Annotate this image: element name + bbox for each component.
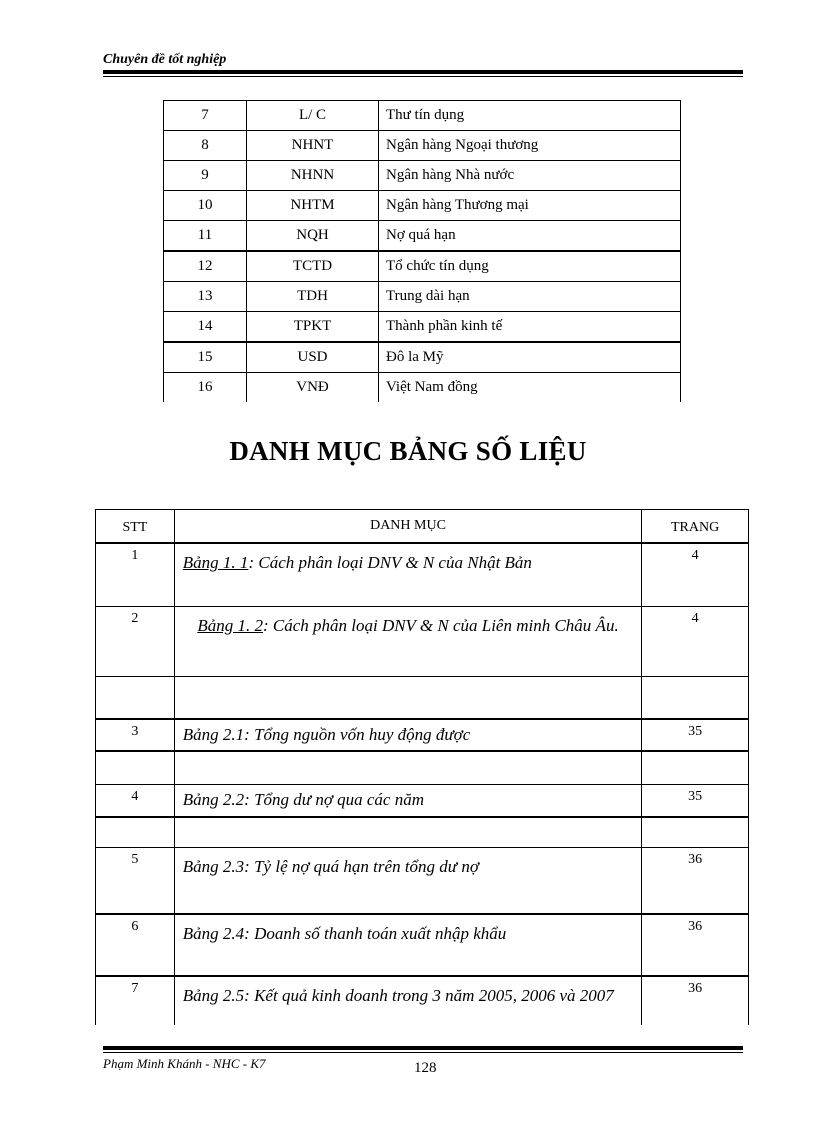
row-title: Bảng 2.3: Tỷ lệ nợ quá hạn trên tổng dư nợ bbox=[182, 856, 479, 876]
page-number: 128 bbox=[414, 1060, 437, 1076]
header-rule-thin bbox=[103, 76, 743, 77]
table-row bbox=[96, 719, 749, 751]
table-row bbox=[96, 606, 749, 676]
abbr-stt: 8 bbox=[164, 131, 247, 161]
footer-rule-thick bbox=[103, 1046, 743, 1050]
row-title-clip bbox=[175, 977, 641, 1025]
abbr-code: NQH bbox=[247, 221, 379, 252]
abbreviation-row bbox=[164, 282, 681, 312]
table-row-empty bbox=[96, 817, 749, 847]
row-stt: 6 bbox=[96, 914, 175, 976]
abbreviation-row bbox=[164, 251, 681, 282]
row-title-cell bbox=[174, 847, 641, 914]
abbreviation-row bbox=[164, 131, 681, 161]
empty-cell bbox=[96, 817, 175, 847]
row-title bbox=[175, 544, 641, 578]
abbr-code: L/ C bbox=[247, 101, 379, 131]
abbreviation-row bbox=[164, 221, 681, 252]
table-row-empty bbox=[96, 676, 749, 719]
row-page: 35 bbox=[642, 719, 749, 751]
section-title: DANH MỤC BẢNG SỐ LIỆU bbox=[229, 436, 587, 466]
abbr-stt: 14 bbox=[164, 312, 247, 343]
abbreviation-table bbox=[163, 100, 681, 402]
footer-author: Phạm Minh Khánh - NHC - K7 bbox=[103, 1056, 266, 1071]
row-page: 35 bbox=[642, 784, 749, 817]
abbr-stt: 11 bbox=[164, 221, 247, 252]
empty-cell bbox=[174, 751, 641, 784]
header-stt: STT bbox=[96, 510, 175, 544]
row-title: Bảng 2.5: Kết quả kinh doanh trong 3 năm 2005, 2006 và 2007 bbox=[182, 986, 614, 1005]
table-row bbox=[96, 914, 749, 976]
document-header-title: Chuyên đề tốt nghiệp bbox=[103, 52, 227, 67]
abbr-stt: 9 bbox=[164, 161, 247, 191]
abbr-meaning: Nợ quá hạn bbox=[379, 221, 681, 252]
row-stt: 1 bbox=[96, 543, 175, 606]
abbr-meaning: Trung dài hạn bbox=[379, 282, 681, 312]
abbr-code: TPKT bbox=[247, 312, 379, 343]
abbr-stt: 10 bbox=[164, 191, 247, 221]
abbreviation-row bbox=[164, 101, 681, 131]
row-title-cell bbox=[174, 606, 641, 676]
row-page: 36 bbox=[642, 847, 749, 914]
abbr-meaning: Ngân hàng Ngoại thương bbox=[379, 131, 681, 161]
empty-cell bbox=[96, 751, 175, 784]
header-page: TRANG bbox=[642, 510, 749, 544]
abbr-meaning: Thành phần kinh tế bbox=[379, 312, 681, 343]
abbr-code: NHTM bbox=[247, 191, 379, 221]
table-list-header bbox=[96, 510, 749, 544]
table-list bbox=[95, 509, 749, 1025]
row-title-cell bbox=[174, 543, 641, 606]
row-title-cell bbox=[174, 719, 641, 751]
row-stt: 2 bbox=[96, 606, 175, 676]
empty-cell bbox=[642, 676, 749, 719]
row-title: Bảng 2.1: Tổng nguồn vốn huy động được bbox=[182, 725, 471, 744]
empty-cell bbox=[174, 817, 641, 847]
empty-cell bbox=[642, 817, 749, 847]
row-title-cell bbox=[174, 784, 641, 817]
table-row bbox=[96, 847, 749, 914]
abbr-meaning: Ngân hàng Thương mại bbox=[379, 191, 681, 221]
row-stt: 4 bbox=[96, 784, 175, 817]
abbr-meaning: Tổ chức tín dụng bbox=[379, 251, 681, 282]
row-title-cell bbox=[174, 914, 641, 976]
abbr-meaning: Thư tín dụng bbox=[379, 101, 681, 131]
abbr-meaning: Ngân hàng Nhà nước bbox=[379, 161, 681, 191]
abbr-stt: 7 bbox=[164, 101, 247, 131]
table-row-empty bbox=[96, 751, 749, 784]
row-page: 36 bbox=[642, 976, 749, 1025]
abbr-meaning: Việt Nam đồng bbox=[379, 373, 681, 403]
row-title-text: : Cách phân loại DNV & N của Nhật Bản bbox=[248, 553, 532, 572]
empty-cell bbox=[174, 676, 641, 719]
row-ref: Bảng 1. 2 bbox=[197, 615, 263, 635]
row-stt: 3 bbox=[96, 719, 175, 751]
table-row bbox=[96, 543, 749, 606]
table-row bbox=[96, 784, 749, 817]
abbreviation-row bbox=[164, 342, 681, 373]
header-name: DANH MỤC bbox=[174, 510, 641, 544]
abbreviation-row bbox=[164, 161, 681, 191]
abbreviation-row bbox=[164, 312, 681, 343]
empty-cell bbox=[642, 751, 749, 784]
abbr-code: TDH bbox=[247, 282, 379, 312]
header-rule-thick bbox=[103, 70, 743, 74]
row-title-cell bbox=[174, 976, 641, 1025]
row-title: Bảng 2.2: Tổng dư nợ qua các năm bbox=[182, 789, 425, 809]
table-row bbox=[96, 976, 749, 1025]
row-stt: 7 bbox=[96, 976, 175, 1025]
row-ref: Bảng 1. 1 bbox=[182, 553, 249, 572]
row-page: 4 bbox=[642, 543, 749, 606]
abbr-stt: 15 bbox=[164, 342, 247, 373]
abbr-code: USD bbox=[247, 342, 379, 373]
abbreviation-row bbox=[164, 373, 681, 403]
abbr-code: NHNT bbox=[247, 131, 379, 161]
row-title bbox=[175, 607, 641, 641]
row-title-text: : Cách phân loại DNV & N của Liên minh Châu Âu. bbox=[262, 615, 619, 635]
row-stt: 5 bbox=[96, 847, 175, 914]
footer-rule-thin bbox=[103, 1052, 743, 1053]
abbr-stt: 13 bbox=[164, 282, 247, 312]
abbr-code: TCTD bbox=[247, 251, 379, 282]
empty-cell bbox=[96, 676, 175, 719]
abbreviation-row bbox=[164, 191, 681, 221]
abbr-stt: 16 bbox=[164, 373, 247, 403]
abbr-stt: 12 bbox=[164, 251, 247, 282]
abbr-code: NHNN bbox=[247, 161, 379, 191]
row-page: 36 bbox=[642, 914, 749, 976]
abbr-code: VNĐ bbox=[247, 373, 379, 403]
row-title: Bảng 2.4: Doanh số thanh toán xuất nhập khẩu bbox=[182, 924, 507, 943]
abbr-meaning: Đô la Mỹ bbox=[379, 342, 681, 373]
row-page: 4 bbox=[642, 606, 749, 676]
